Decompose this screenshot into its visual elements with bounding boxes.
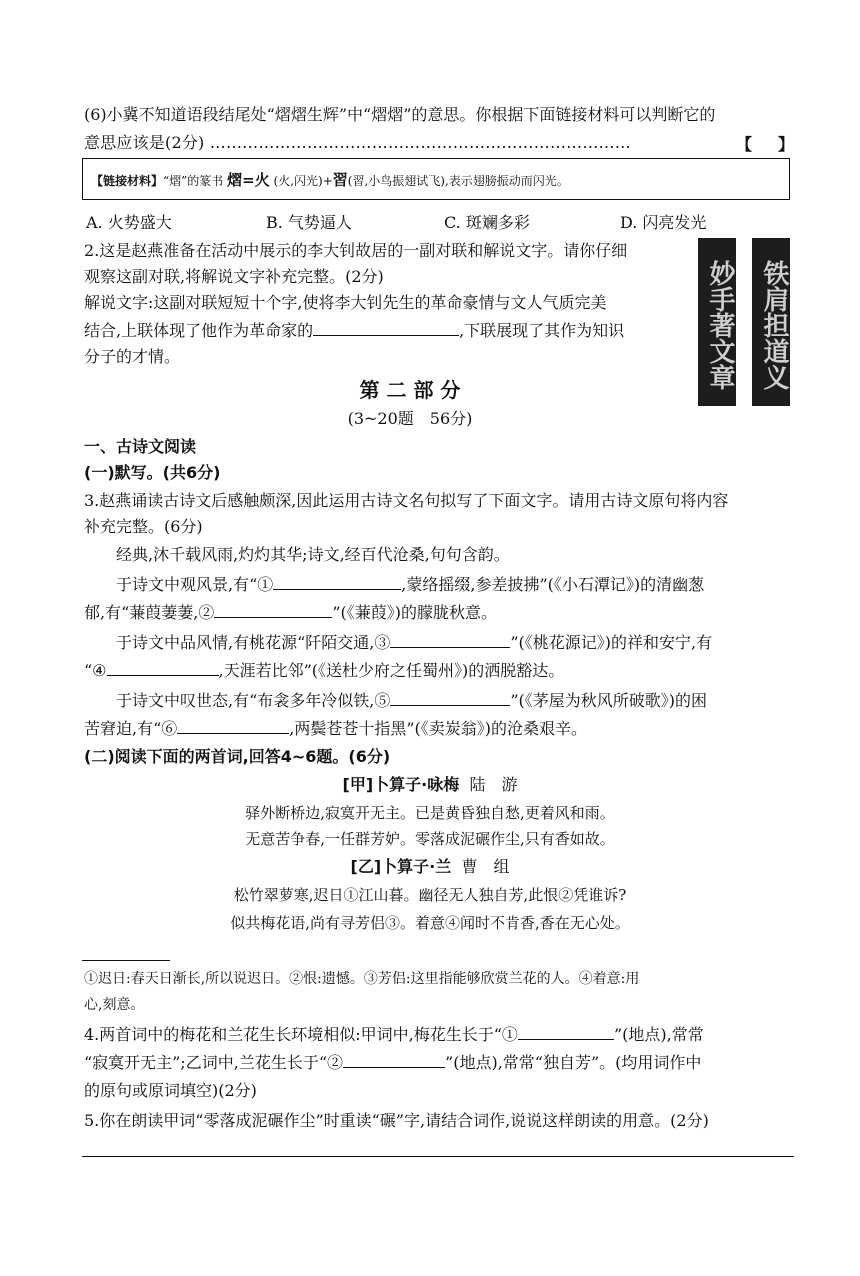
q2-line4-b: ,下联展现了其作为知识: [459, 321, 625, 340]
poem1-author: 陆 游: [469, 775, 518, 794]
poem1-title: [甲]卜算子·咏梅: [342, 775, 460, 794]
q4-text: ”(地点),常常“独自芳”。(均用词作中: [445, 1053, 702, 1072]
q3-para5: [84, 660, 564, 682]
q3-para3: [84, 602, 497, 624]
q3-para7: [84, 718, 587, 740]
q3-line2: 补充完整。(6分): [84, 517, 203, 536]
q3-text: ”(《蒹葭》)的朦胧秋意。: [332, 603, 498, 622]
answer-bracket-left: 【: [736, 135, 753, 154]
q3-text: ”(《桃花源记》)的祥和安宁,有: [510, 633, 713, 652]
part2-title: 第 二 部 分: [359, 378, 461, 402]
footnote-line2: 心,刻意。: [84, 997, 145, 1013]
q3-para6: [116, 690, 707, 712]
q5-line: 5.你在朗读甲词“零落成泥碾作尘”时重读“碾”字,请结合词作,说说这样朗读的用意。(2分): [84, 1111, 709, 1130]
poem1-line1: 驿外断桥边,寂寞开无主。已是黄昏独自愁,更着风和雨。: [245, 804, 615, 822]
q4-line3: 的原句或原词填空)(2分): [84, 1081, 257, 1100]
section1-sub: (一)默写。(共6分): [84, 463, 221, 482]
seal-script-glyph-image-b: 習: [332, 171, 348, 189]
q3-line1: 3.赵燕诵读古诗文后感触颇深,因此运用古诗文名句拟写了下面文字。请用古诗文原句将内容: [84, 491, 729, 510]
q4-blank-2[interactable]: [343, 1053, 445, 1068]
q3-text: ,蒙络摇缀,参差披拂”(《小石潭记》)的清幽葱: [401, 575, 705, 594]
blank-6[interactable]: [177, 719, 289, 734]
poem2-title: [乙]卜算子·兰: [350, 857, 452, 876]
blank-2[interactable]: [214, 603, 332, 618]
q3-text: ”(《茅屋为秋风所破歌》)的困: [510, 691, 708, 710]
option-b[interactable]: B. 气势逼人: [266, 213, 352, 232]
couplet-right-image: 铁肩担道义: [752, 238, 790, 406]
q3-text: 于诗文中观风景,有“①: [116, 575, 274, 594]
q4-line2: [84, 1052, 701, 1074]
q4-text: ”(地点),常常: [613, 1025, 704, 1044]
poem2-line2: 似共梅花语,尚有寻芳侣③。着意④闻时不肯香,香在无心处。: [230, 914, 630, 932]
q3-text: 郁,有“蒹葭萋萋,②: [84, 603, 215, 622]
option-c[interactable]: C. 斑斓多彩: [444, 213, 530, 232]
blank-1[interactable]: [273, 575, 401, 590]
link-text-a: “熠”的篆书: [163, 174, 224, 188]
poem1-header: [200, 774, 660, 796]
q3-para2: [116, 574, 704, 596]
q1-6-line1: (6)小冀不知道语段结尾处“熠熠生辉”中“熠熠”的意思。你根据下面链接材料可以判断它的: [84, 105, 716, 124]
q3-text: 于诗文中品风情,有桃花源“阡陌交通,③: [116, 633, 391, 652]
section1-heading: 一、古诗文阅读: [84, 437, 197, 456]
q4-text: “寂寞开无主”;乙词中,兰花生长于“②: [84, 1053, 344, 1072]
q3-text: ,两鬓苍苍十指黑”(《卖炭翁》)的沧桑艰辛。: [289, 719, 588, 738]
link-text-b: (火,闪光)+: [273, 174, 333, 188]
poem2-line1: 松竹翠萝寒,迟日①江山暮。幽径无人独自芳,此恨②凭谁诉?: [233, 886, 627, 904]
q4-blank-1[interactable]: [518, 1025, 614, 1040]
seal-script-glyph-image: 熠=火: [227, 171, 270, 189]
q3-para1: 经典,沐千载风雨,灼灼其华;诗文,经百代沧桑,句句含韵。: [116, 545, 510, 564]
link-material-box: [82, 158, 790, 200]
q3-para4: [116, 632, 712, 654]
q2-line5: 分子的才情。: [84, 347, 181, 366]
link-label: 【链接材料】: [91, 174, 164, 188]
q2-line1: 2.这是赵燕准备在活动中展示的李大钊故居的一副对联和解说文字。请你仔细: [84, 241, 628, 260]
poem2-author: 曹 组: [461, 857, 510, 876]
answer-bracket-right[interactable]: 】: [778, 135, 795, 154]
q2-line4: [84, 320, 624, 342]
blank-3[interactable]: [390, 633, 510, 648]
q2-answer-blank[interactable]: [313, 321, 459, 336]
blank-4[interactable]: [107, 661, 219, 676]
q4-text: 4.两首词中的梅花和兰花生长环境相似:甲词中,梅花生长于“①: [84, 1025, 518, 1044]
section2-heading: (二)阅读下面的两首词,回答4~6题。(6分): [84, 747, 391, 766]
q3-text: 苦窘迫,有“⑥: [84, 719, 178, 738]
link-text-c: (習,小鸟振翅试飞),表示翅膀振动而闪光。: [347, 174, 569, 188]
q3-text: “④: [84, 661, 107, 680]
q2-line3: 解说文字:这副对联短短十个字,使将李大钊先生的革命豪情与文人气质完美: [84, 293, 607, 312]
footnote-line1: ①迟日:春天日渐长,所以说迟日。②恨:遗憾。③芳侣:这里指能够欣赏兰花的人。④着意:用: [84, 971, 640, 987]
q4-line1: [84, 1024, 704, 1046]
couplet-left-image: 妙手著文章: [698, 238, 736, 406]
q3-text: 于诗文中叹世态,有“布衾多年冷似铁,⑤: [116, 691, 391, 710]
option-a[interactable]: A. 火势盛大: [86, 213, 172, 232]
q1-6-line2: 意思应该是(2分) ……………………………………………………………………: [84, 133, 631, 152]
q3-text: ,天涯若比邻”(《送杜少府之任蜀州》)的洒脱豁达。: [218, 661, 565, 680]
blank-5[interactable]: [390, 691, 510, 706]
q5-answer-line[interactable]: [82, 1156, 794, 1157]
q2-line2: 观察这副对联,将解说文字补充完整。(2分): [84, 267, 384, 286]
poem2-header: [200, 856, 660, 878]
part2-subtitle: (3~20题 56分): [347, 409, 473, 428]
footnote-divider: [82, 960, 170, 961]
q2-line4-a: 结合,上联体现了他作为革命家的: [84, 321, 314, 340]
poem1-line2: 无意苦争春,一任群芳妒。零落成泥碾作尘,只有香如故。: [245, 830, 615, 848]
option-d[interactable]: D. 闪亮发光: [620, 213, 707, 232]
